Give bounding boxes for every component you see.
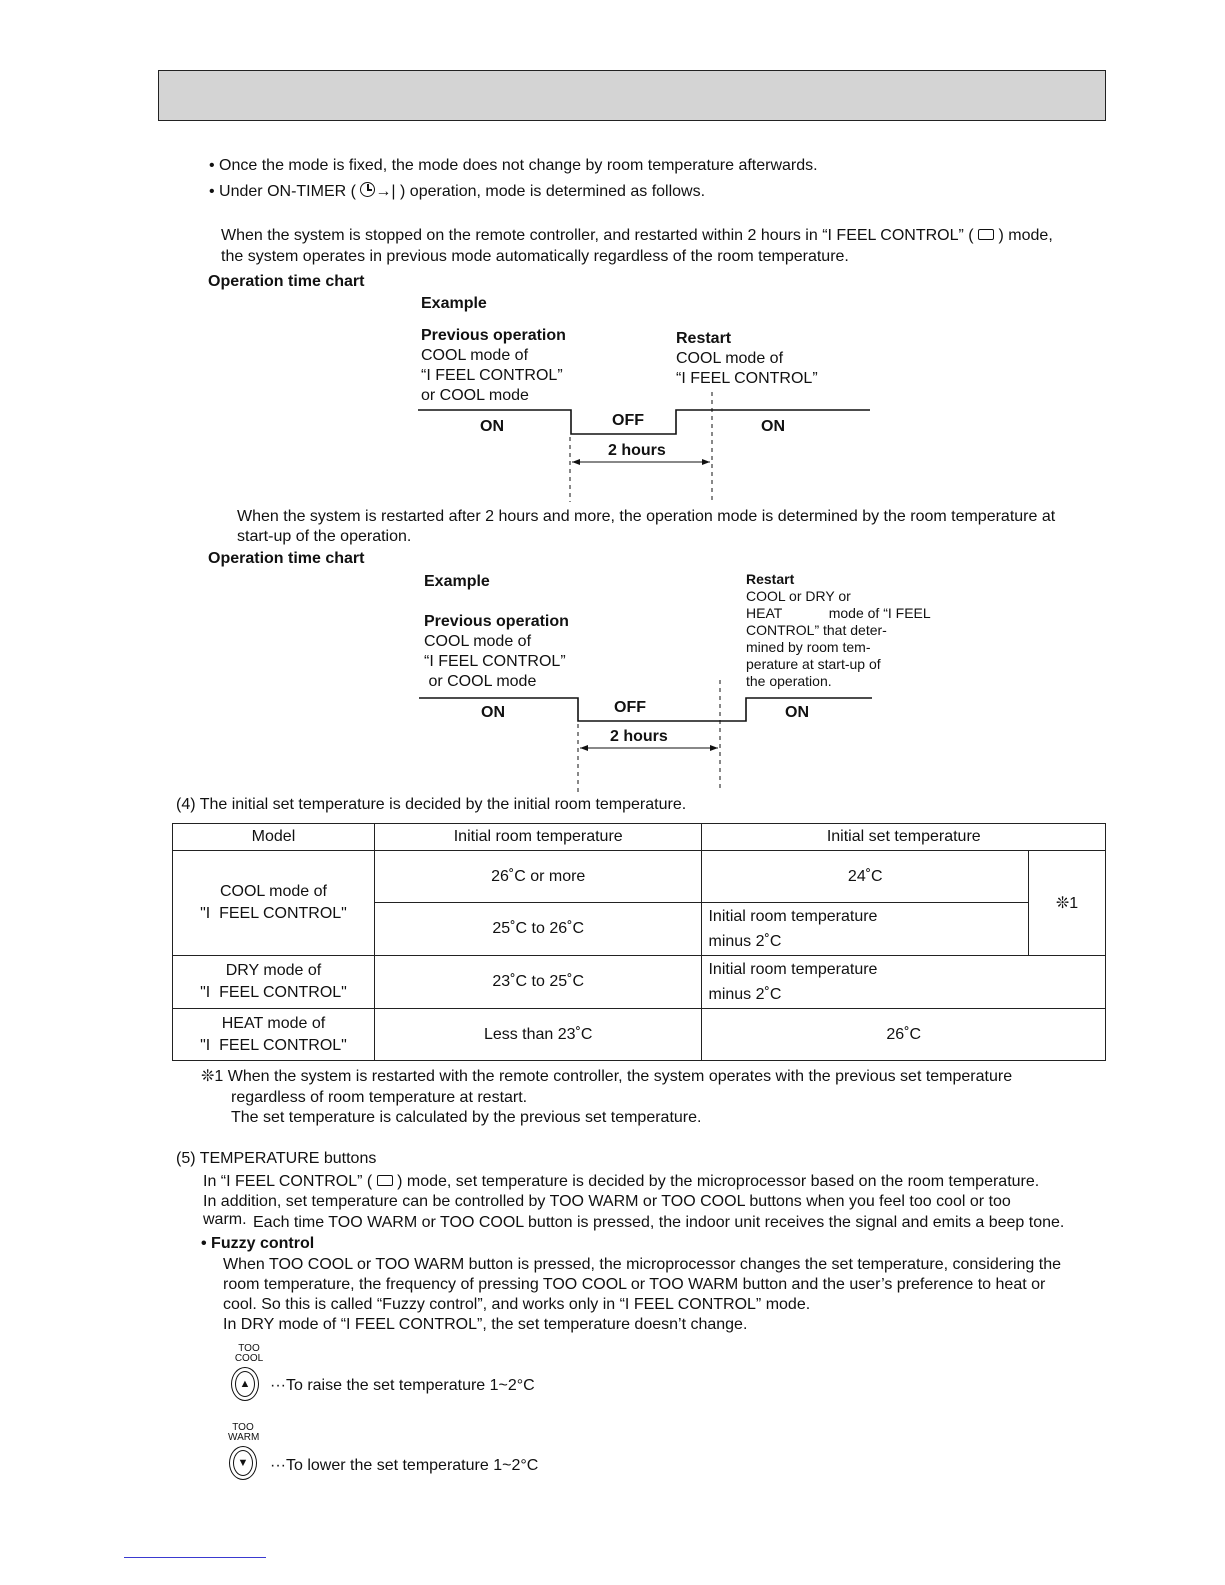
chart1-prev-line: COOL mode of: [421, 347, 529, 364]
restart-within-line1-b: ) mode,: [998, 227, 1053, 244]
too-warm-button[interactable]: [229, 1446, 257, 1480]
cool-row2-room: 25˚C to 26˚C: [374, 903, 702, 956]
chart1-example-label: Example: [421, 295, 487, 312]
cool-model-line: COOL mode of: [219, 883, 327, 900]
cool-row2-set: [702, 903, 1029, 956]
cool-row2-set-line: minus 2˚C: [708, 933, 782, 950]
footer-rule: [124, 1557, 266, 1558]
cool-row1-room: 26˚C or more: [374, 851, 702, 903]
chart2-restart-line: mined by room tem-: [746, 639, 871, 655]
dry-room: 23˚C to 25˚C: [374, 956, 702, 1009]
section4-title: (4) The initial set temperature is decided by the initial room temperature.: [176, 796, 687, 813]
chart1-restart-title: Restart: [676, 330, 732, 347]
chart1-prev-line: or COOL mode: [421, 387, 529, 404]
dry-set: [702, 956, 1106, 1009]
i-feel-control-icon: [377, 1175, 393, 1186]
footnote-line: regardless of room temperature at restart.: [231, 1089, 528, 1106]
chart1-off: OFF: [612, 412, 644, 429]
chart2-prev-line: or COOL mode: [424, 673, 537, 690]
cool-model-line: "I FEEL CONTROL": [200, 905, 347, 922]
too-cool-label-line: COOL: [234, 1353, 264, 1364]
cool-model-cell: [173, 851, 375, 956]
table-row: [173, 851, 1106, 903]
up-arrow-icon: ▲: [235, 1371, 255, 1397]
chart2-off: OFF: [614, 699, 646, 716]
bullet-mode-fixed: • Once the mode is fixed, the mode does not change by room temperature afterwards.: [209, 157, 818, 174]
fuzzy-line: cool. So this is called “Fuzzy control”, and works only in “I FEEL CONTROL” mode.: [223, 1296, 811, 1313]
section5-line2: In addition, set temperature can be controlled by TOO WARM or TOO COOL buttons when you feel too cool or too: [203, 1193, 1011, 1210]
chart2-heading: Operation time chart: [208, 550, 365, 567]
section5-line3-a: warm.: [203, 1211, 247, 1228]
chart2-prev-line: COOL mode of: [424, 633, 532, 650]
chart2-on-right: ON: [785, 704, 809, 721]
chart1-prev-title: Previous operation: [421, 327, 566, 344]
chart2-restart-line: COOL or DRY or: [746, 588, 851, 604]
chart1-duration: 2 hours: [608, 442, 666, 459]
dry-model-line: DRY mode of: [225, 962, 322, 979]
restart-after-line1: When the system is restarted after 2 hours and more, the operation mode is determined by the room temperature at: [237, 508, 1056, 525]
too-warm-description: ···To lower the set temperature 1~2°C: [270, 1457, 539, 1474]
restart-after-line2: start-up of the operation.: [237, 528, 412, 545]
chart2-restart-line: the operation.: [746, 673, 832, 689]
chart2-restart-line: perature at start-up of: [746, 656, 881, 672]
bullet-on-timer-text-b: ) operation, mode is determined as follows.: [400, 183, 706, 200]
timer-arrow-icon: →|: [375, 183, 396, 200]
too-warm-label-line: TOO: [232, 1422, 254, 1433]
chart2-prev-title: Previous operation: [424, 613, 569, 630]
fuzzy-line: When TOO COOL or TOO WARM button is pressed, the microprocessor changes the set temperature, considering the: [223, 1256, 1061, 1273]
dry-set-line: Initial room temperature: [708, 961, 878, 978]
too-cool-label: [234, 1344, 264, 1364]
header-model: Model: [173, 824, 375, 851]
too-warm-label: [228, 1423, 258, 1443]
chart1-restart-line: COOL mode of: [676, 350, 784, 367]
section5-line1-b: ) mode, set temperature is decided by the microprocessor based on the room temperature.: [397, 1173, 1040, 1190]
cool-row1-set: 24˚C: [702, 851, 1029, 903]
cool-row2-set-line: Initial room temperature: [708, 908, 878, 925]
footnote-line: ❊1 When the system is restarted with the remote controller, the system operates with the previous set temperature: [201, 1068, 1013, 1085]
heat-model-line: "I FEEL CONTROL": [200, 1036, 347, 1054]
chart2-duration: 2 hours: [610, 728, 668, 745]
dry-set-line: minus 2˚C: [708, 986, 782, 1003]
chart1-restart-line: “I FEEL CONTROL”: [676, 370, 818, 387]
chart2-prev-line: “I FEEL CONTROL”: [424, 653, 566, 670]
chart1-heading: Operation time chart: [208, 273, 365, 290]
table-row: [173, 1009, 1106, 1061]
chart2-on-left: ON: [481, 704, 505, 721]
heat-room: Less than 23˚C: [374, 1009, 702, 1061]
restart-within-line1-a: When the system is stopped on the remote controller, and restarted within 2 hours in “I FEEL CONTROL” (: [221, 227, 974, 244]
header-initial-set-temp: Initial set temperature: [702, 824, 1106, 851]
too-warm-label-line: WARM: [228, 1432, 260, 1443]
section5-line3-b: Each time TOO WARM or TOO COOL button is pressed, the indoor unit receives the signal and emits a beep tone.: [253, 1214, 1065, 1231]
bullet-on-timer-text-a: • Under ON-TIMER (: [209, 183, 356, 200]
down-arrow-icon: ▼: [233, 1450, 253, 1476]
fuzzy-title: • Fuzzy control: [201, 1235, 315, 1252]
initial-temperature-table: [172, 823, 1106, 1061]
too-cool-label-line: TOO: [238, 1343, 260, 1354]
chart1-prev-line: “I FEEL CONTROL”: [421, 367, 563, 384]
chart2-restart-line: CONTROL” that deter-: [746, 622, 887, 638]
note-mark-cell: ❊1: [1029, 851, 1106, 956]
heat-model-line: HEAT mode of: [221, 1014, 326, 1032]
fuzzy-line: In DRY mode of “I FEEL CONTROL”, the set temperature doesn’t change.: [223, 1316, 748, 1333]
chart2-restart-line: HEAT mode of “I FEEL: [746, 605, 931, 621]
header-initial-room-temp: Initial room temperature: [374, 824, 702, 851]
section5-line1-a: In “I FEEL CONTROL” (: [203, 1173, 373, 1190]
too-cool-button[interactable]: [231, 1367, 259, 1401]
heat-model-cell: [173, 1009, 375, 1061]
footnote-line: The set temperature is calculated by the previous set temperature.: [231, 1109, 702, 1126]
dry-model-line: "I FEEL CONTROL": [200, 984, 347, 1001]
chart2-example-label: Example: [424, 573, 490, 590]
restart-within-line2: the system operates in previous mode automatically regardless of the room temperature.: [221, 248, 849, 265]
heat-set: 26˚C: [702, 1009, 1106, 1061]
dry-model-cell: [173, 956, 375, 1009]
chart2-waveform: [419, 698, 872, 721]
table-header-row: [173, 824, 1106, 851]
too-cool-description: ···To raise the set temperature 1~2°C: [270, 1377, 535, 1394]
section5-line1: [203, 1172, 1039, 1192]
chart1-waveform: [418, 410, 870, 434]
chart1-on-left: ON: [480, 418, 504, 435]
chart2-restart-title: Restart: [746, 571, 795, 587]
table-row: [173, 956, 1106, 1009]
chart1-on-right: ON: [761, 418, 785, 435]
fuzzy-line: room temperature, the frequency of pressing TOO COOL or TOO WARM button and the user’s preference to heat or: [223, 1276, 1046, 1293]
section5-title: (5) TEMPERATURE buttons: [176, 1150, 377, 1167]
